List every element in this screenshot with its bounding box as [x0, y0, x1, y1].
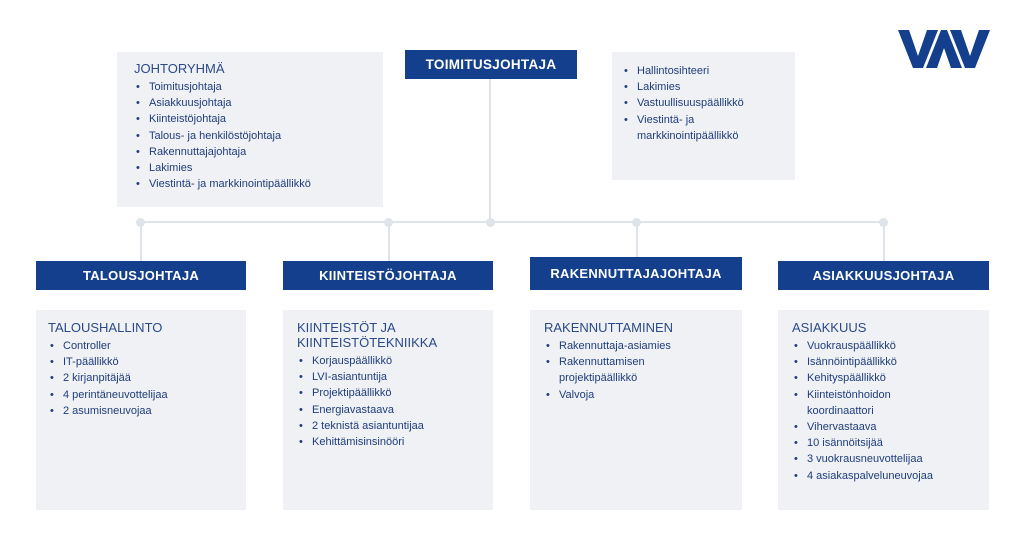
list-item: • Toimitusjohtaja [134, 79, 375, 95]
list-item: • Lakimies [134, 160, 375, 176]
department-panel-customer [778, 310, 989, 510]
list-item: • 2 asumisneuvojaa [48, 403, 240, 419]
list-item: • Kehittämisinsinööri [297, 434, 487, 450]
list-item: • Valvoja [544, 387, 712, 403]
department-title: KIINTEISTÖT JA KIINTEISTÖTEKNIIKKA [297, 320, 438, 350]
connector-drop-3 [636, 222, 638, 262]
connector-vertical-ceo [489, 78, 491, 223]
list-item: • Viestintä- ja markkinointipäällikkö [134, 176, 375, 192]
department-title: ASIAKKUUS [792, 320, 867, 335]
connector-drop-4 [883, 222, 885, 262]
list-item: • Kiinteistöjohtaja [134, 111, 375, 127]
list-item: • Viestintä- ja markkinointipäällikkö [622, 112, 789, 144]
department-list [544, 338, 712, 403]
list-item: • Korjauspäällikkö [297, 353, 487, 369]
management-group-title: JOHTORYHMÄ [134, 61, 225, 76]
department-panel-property [283, 310, 493, 510]
ceo-header: TOIMITUSJOHTAJA [405, 50, 577, 79]
list-item: • 2 kirjanpitäjää [48, 370, 240, 386]
list-item: • Projektipäällikkö [297, 385, 487, 401]
department-header-construction: RAKENNUTTAJAJOHTAJA [530, 257, 742, 290]
department-header-property: KIINTEISTÖJOHTAJA [283, 261, 493, 290]
list-item: • IT-päällikkö [48, 354, 240, 370]
department-panel-construction [530, 310, 742, 510]
list-item: • Vihervastaava [792, 419, 959, 435]
list-item: • Kehityspäällikkö [792, 370, 959, 386]
connector-node [384, 218, 393, 227]
ceo-staff-list [622, 63, 789, 144]
list-item: • Rakennuttaja-asiamies [544, 338, 712, 354]
management-group-panel [117, 52, 383, 207]
list-item: • 2 teknistä asiantuntijaa [297, 418, 487, 434]
department-title: RAKENNUTTAMINEN [544, 320, 674, 335]
list-item: • LVI-asiantuntija [297, 369, 487, 385]
connector-drop-1 [140, 222, 142, 262]
list-item: • Energiavastaava [297, 402, 487, 418]
list-item: • Vastuullisuuspäällikkö [622, 95, 789, 111]
list-item: • Rakennuttamisen projektipäällikkö [544, 354, 712, 386]
list-item: • Vuokrauspäällikkö [792, 338, 959, 354]
department-list [48, 338, 240, 419]
department-header-customer: ASIAKKUUSJOHTAJA [778, 261, 989, 290]
department-panel-finance [36, 310, 246, 510]
department-list [792, 338, 959, 484]
vav-logo [896, 28, 992, 70]
list-item: • 10 isännöitsijää [792, 435, 959, 451]
ceo-staff-panel [612, 52, 795, 180]
list-item: • 4 perintäneuvottelijaa [48, 387, 240, 403]
list-item: • Kiinteistönhoidon koordinaattori [792, 387, 959, 419]
list-item: • Lakimies [622, 79, 789, 95]
list-item: • Isännöintipäällikkö [792, 354, 959, 370]
department-header-finance: TALOUSJOHTAJA [36, 261, 246, 290]
list-item: • Asiakkuusjohtaja [134, 95, 375, 111]
list-item: • 3 vuokrausneuvottelijaa [792, 451, 959, 467]
connector-horizontal [140, 221, 885, 223]
list-item: • Hallintosihteeri [622, 63, 789, 79]
list-item: • 4 asiakaspalveluneuvojaa [792, 468, 959, 484]
department-title: TALOUSHALLINTO [48, 320, 163, 335]
connector-drop-2 [388, 222, 390, 262]
department-list [297, 353, 487, 450]
connector-node [136, 218, 145, 227]
list-item: • Talous- ja henkilöstöjohtaja [134, 128, 375, 144]
connector-node [486, 218, 495, 227]
list-item: • Rakennuttajajohtaja [134, 144, 375, 160]
list-item: • Controller [48, 338, 240, 354]
connector-node [632, 218, 641, 227]
management-group-list [134, 79, 375, 192]
connector-node [879, 218, 888, 227]
